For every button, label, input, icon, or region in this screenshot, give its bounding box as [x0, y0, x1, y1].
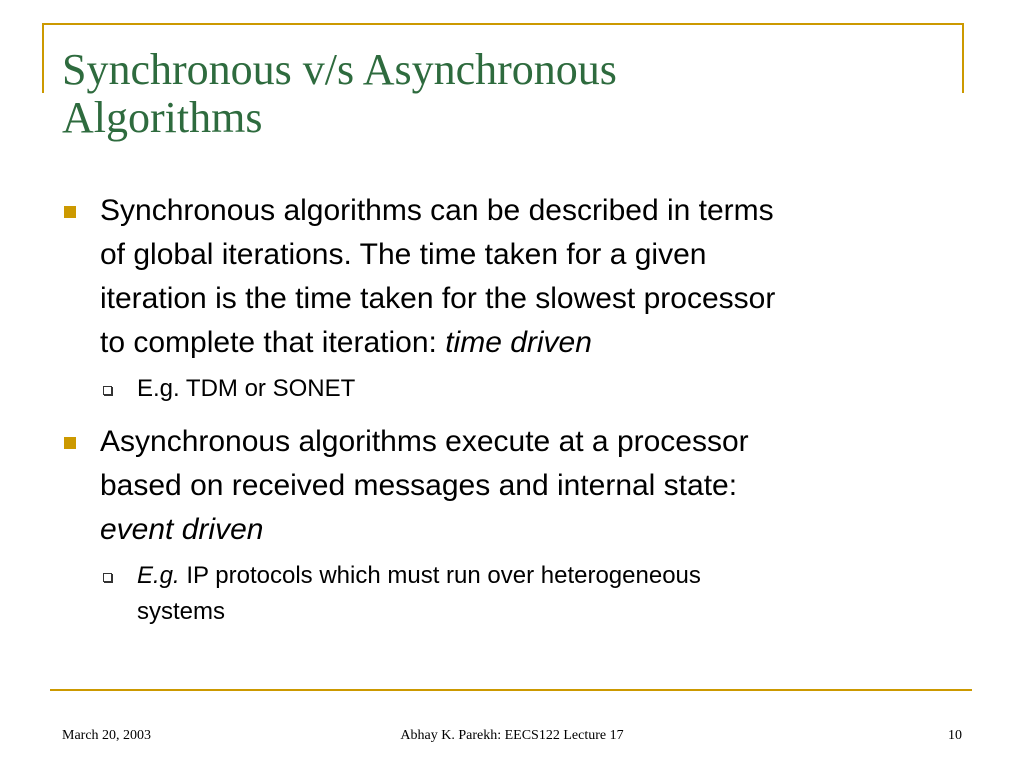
bullet-2-line-3 — [100, 508, 950, 552]
bullet-1-line-1: Synchronous algorithms can be described in terms — [100, 194, 774, 227]
sub-bullet-2-emphasis: E.g. — [137, 562, 180, 589]
bullet-2-line-1: Asynchronous algorithms execute at a processor — [100, 425, 749, 458]
footer-date: March 20, 2003 — [62, 728, 152, 743]
bullet-2-emphasis: event driven — [100, 513, 264, 546]
bullet-1-line-4-text: to complete that iteration: — [100, 326, 446, 359]
bullet-square-icon — [64, 206, 76, 218]
bottom-rule — [50, 689, 972, 691]
bullet-1-line-4 — [100, 321, 950, 365]
bullet-square-icon — [64, 437, 76, 449]
title-line-2: Algorithms — [62, 93, 263, 142]
bullet-1 — [100, 189, 950, 365]
sub-bullet-box-icon — [103, 386, 112, 395]
bullet-2-line-2: based on received messages and internal state: — [100, 469, 738, 502]
sub-bullet-1 — [137, 371, 937, 407]
bullet-1-line-3: iteration is the time taken for the slowest processor — [100, 282, 776, 315]
footer-title: Abhay K. Parekh: EECS122 Lecture 17 — [400, 728, 624, 743]
title-line-1: Synchronous v/s Asynchronous — [62, 45, 617, 94]
sub-bullet-2 — [137, 558, 937, 630]
bullet-1-line-2: of global iterations. The time taken for a given — [100, 238, 707, 271]
bullet-2 — [100, 420, 950, 552]
sub-bullet-2-line-2: systems — [137, 598, 226, 625]
page-number: 10 — [948, 728, 962, 743]
sub-bullet-2-line-1 — [137, 558, 937, 594]
sub-bullet-1-text: E.g. TDM or SONET — [137, 375, 356, 402]
sub-bullet-2-text: IP protocols which must run over heterogeneous — [179, 562, 701, 589]
sub-bullet-box-icon — [103, 573, 112, 582]
bullet-1-emphasis: time driven — [445, 326, 592, 359]
